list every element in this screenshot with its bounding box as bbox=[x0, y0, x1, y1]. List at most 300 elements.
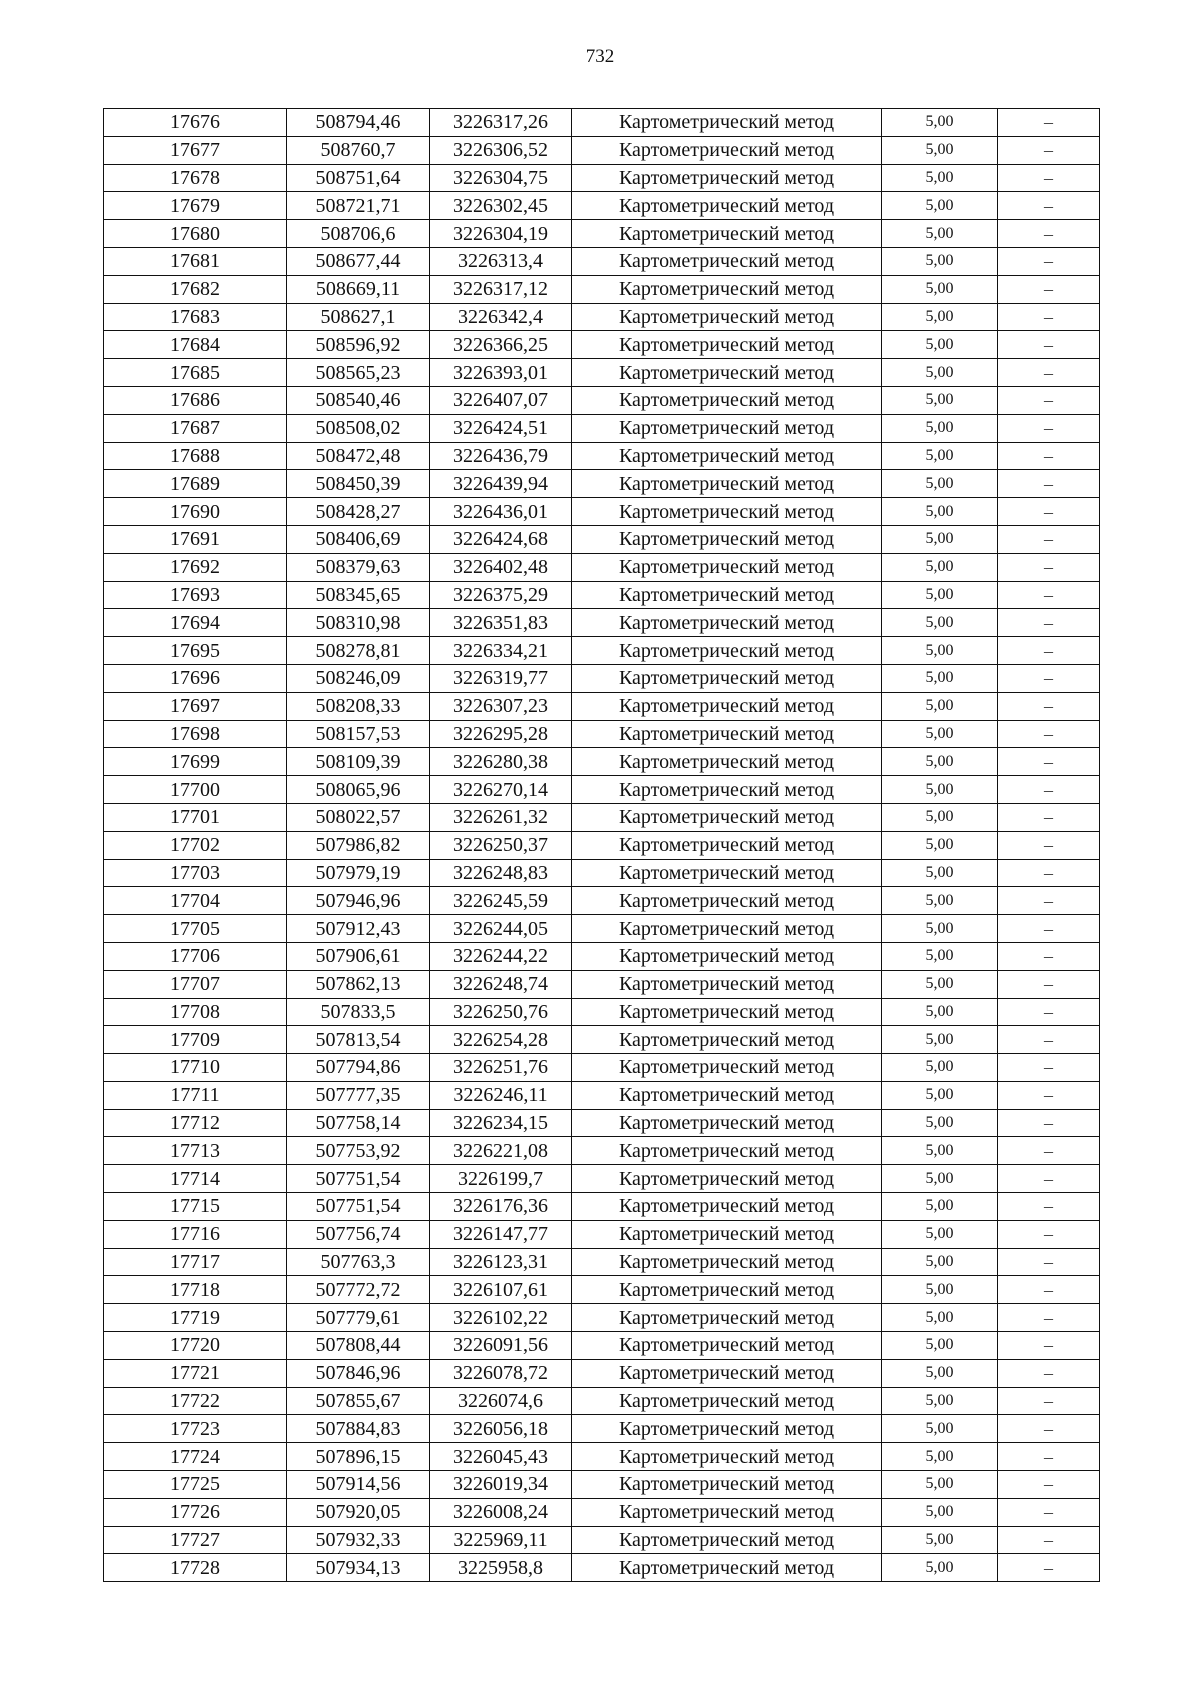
method-cell: Картометрический метод bbox=[572, 748, 882, 776]
method-cell: Картометрический метод bbox=[572, 109, 882, 137]
method-cell: Картометрический метод bbox=[572, 331, 882, 359]
note-cell: – bbox=[998, 1526, 1100, 1554]
accuracy-cell: 5,00 bbox=[882, 1248, 998, 1276]
method-cell: Картометрический метод bbox=[572, 720, 882, 748]
y-coordinate-cell: 3226439,94 bbox=[430, 470, 572, 498]
point-id-cell: 17701 bbox=[104, 803, 287, 831]
note-cell: – bbox=[998, 581, 1100, 609]
x-coordinate-cell: 507912,43 bbox=[287, 915, 430, 943]
table-row bbox=[104, 748, 1100, 776]
method-cell: Картометрический метод bbox=[572, 970, 882, 998]
table-row bbox=[104, 442, 1100, 470]
point-id-cell: 17718 bbox=[104, 1276, 287, 1304]
accuracy-cell: 5,00 bbox=[882, 414, 998, 442]
point-id-cell: 17709 bbox=[104, 1026, 287, 1054]
x-coordinate-cell: 507906,61 bbox=[287, 942, 430, 970]
note-cell: – bbox=[998, 915, 1100, 943]
y-coordinate-cell: 3226199,7 bbox=[430, 1165, 572, 1193]
table-row bbox=[104, 109, 1100, 137]
note-cell: – bbox=[998, 1276, 1100, 1304]
y-coordinate-cell: 3226176,36 bbox=[430, 1193, 572, 1221]
accuracy-cell: 5,00 bbox=[882, 192, 998, 220]
x-coordinate-cell: 507751,54 bbox=[287, 1193, 430, 1221]
x-coordinate-cell: 507914,56 bbox=[287, 1471, 430, 1499]
y-coordinate-cell: 3226342,4 bbox=[430, 303, 572, 331]
note-cell: – bbox=[998, 442, 1100, 470]
y-coordinate-cell: 3225969,11 bbox=[430, 1526, 572, 1554]
note-cell: – bbox=[998, 637, 1100, 665]
y-coordinate-cell: 3226402,48 bbox=[430, 553, 572, 581]
point-id-cell: 17700 bbox=[104, 776, 287, 804]
y-coordinate-cell: 3226424,51 bbox=[430, 414, 572, 442]
accuracy-cell: 5,00 bbox=[882, 1165, 998, 1193]
note-cell: – bbox=[998, 136, 1100, 164]
note-cell: – bbox=[998, 386, 1100, 414]
method-cell: Картометрический метод bbox=[572, 1498, 882, 1526]
method-cell: Картометрический метод bbox=[572, 1387, 882, 1415]
y-coordinate-cell: 3226246,11 bbox=[430, 1081, 572, 1109]
table-row bbox=[104, 664, 1100, 692]
accuracy-cell: 5,00 bbox=[882, 1471, 998, 1499]
y-coordinate-cell: 3226351,83 bbox=[430, 609, 572, 637]
y-coordinate-cell: 3226008,24 bbox=[430, 1498, 572, 1526]
method-cell: Картометрический метод bbox=[572, 1526, 882, 1554]
method-cell: Картометрический метод bbox=[572, 1554, 882, 1582]
y-coordinate-cell: 3226102,22 bbox=[430, 1304, 572, 1332]
accuracy-cell: 5,00 bbox=[882, 442, 998, 470]
accuracy-cell: 5,00 bbox=[882, 720, 998, 748]
y-coordinate-cell: 3226123,31 bbox=[430, 1248, 572, 1276]
method-cell: Картометрический метод bbox=[572, 1248, 882, 1276]
table-row bbox=[104, 915, 1100, 943]
table-row bbox=[104, 942, 1100, 970]
point-id-cell: 17710 bbox=[104, 1054, 287, 1082]
point-id-cell: 17693 bbox=[104, 581, 287, 609]
note-cell: – bbox=[998, 359, 1100, 387]
method-cell: Картометрический метод bbox=[572, 553, 882, 581]
point-id-cell: 17680 bbox=[104, 220, 287, 248]
x-coordinate-cell: 507884,83 bbox=[287, 1415, 430, 1443]
y-coordinate-cell: 3226295,28 bbox=[430, 720, 572, 748]
x-coordinate-cell: 508406,69 bbox=[287, 525, 430, 553]
y-coordinate-cell: 3226019,34 bbox=[430, 1471, 572, 1499]
accuracy-cell: 5,00 bbox=[882, 498, 998, 526]
accuracy-cell: 5,00 bbox=[882, 303, 998, 331]
y-coordinate-cell: 3226245,59 bbox=[430, 887, 572, 915]
accuracy-cell: 5,00 bbox=[882, 470, 998, 498]
x-coordinate-cell: 508022,57 bbox=[287, 803, 430, 831]
note-cell: – bbox=[998, 831, 1100, 859]
note-cell: – bbox=[998, 970, 1100, 998]
point-id-cell: 17717 bbox=[104, 1248, 287, 1276]
method-cell: Картометрический метод bbox=[572, 1165, 882, 1193]
y-coordinate-cell: 3226436,01 bbox=[430, 498, 572, 526]
table-row bbox=[104, 247, 1100, 275]
note-cell: – bbox=[998, 1387, 1100, 1415]
y-coordinate-cell: 3226436,79 bbox=[430, 442, 572, 470]
accuracy-cell: 5,00 bbox=[882, 1415, 998, 1443]
method-cell: Картометрический метод bbox=[572, 1137, 882, 1165]
point-id-cell: 17682 bbox=[104, 275, 287, 303]
y-coordinate-cell: 3226307,23 bbox=[430, 692, 572, 720]
y-coordinate-cell: 3226078,72 bbox=[430, 1359, 572, 1387]
method-cell: Картометрический метод bbox=[572, 1359, 882, 1387]
y-coordinate-cell: 3226147,77 bbox=[430, 1220, 572, 1248]
y-coordinate-cell: 3226248,83 bbox=[430, 859, 572, 887]
accuracy-cell: 5,00 bbox=[882, 803, 998, 831]
table-row bbox=[104, 386, 1100, 414]
table-row bbox=[104, 359, 1100, 387]
method-cell: Картометрический метод bbox=[572, 525, 882, 553]
x-coordinate-cell: 507777,35 bbox=[287, 1081, 430, 1109]
method-cell: Картометрический метод bbox=[572, 1109, 882, 1137]
y-coordinate-cell: 3226261,32 bbox=[430, 803, 572, 831]
x-coordinate-cell: 508310,98 bbox=[287, 609, 430, 637]
y-coordinate-cell: 3226244,05 bbox=[430, 915, 572, 943]
note-cell: – bbox=[998, 1554, 1100, 1582]
accuracy-cell: 5,00 bbox=[882, 1554, 998, 1582]
table-row bbox=[104, 1026, 1100, 1054]
x-coordinate-cell: 508345,65 bbox=[287, 581, 430, 609]
y-coordinate-cell: 3226317,26 bbox=[430, 109, 572, 137]
y-coordinate-cell: 3226366,25 bbox=[430, 331, 572, 359]
accuracy-cell: 5,00 bbox=[882, 1443, 998, 1471]
accuracy-cell: 5,00 bbox=[882, 1193, 998, 1221]
table-row bbox=[104, 692, 1100, 720]
x-coordinate-cell: 508627,1 bbox=[287, 303, 430, 331]
table-row bbox=[104, 192, 1100, 220]
x-coordinate-cell: 508508,02 bbox=[287, 414, 430, 442]
table-row bbox=[104, 331, 1100, 359]
method-cell: Картометрический метод bbox=[572, 247, 882, 275]
accuracy-cell: 5,00 bbox=[882, 998, 998, 1026]
note-cell: – bbox=[998, 1248, 1100, 1276]
note-cell: – bbox=[998, 887, 1100, 915]
table-row bbox=[104, 1193, 1100, 1221]
method-cell: Картометрический метод bbox=[572, 915, 882, 943]
method-cell: Картометрический метод bbox=[572, 637, 882, 665]
table-row bbox=[104, 1137, 1100, 1165]
point-id-cell: 17697 bbox=[104, 692, 287, 720]
accuracy-cell: 5,00 bbox=[882, 331, 998, 359]
table-row bbox=[104, 1165, 1100, 1193]
note-cell: – bbox=[998, 1193, 1100, 1221]
x-coordinate-cell: 508278,81 bbox=[287, 637, 430, 665]
accuracy-cell: 5,00 bbox=[882, 692, 998, 720]
table-row bbox=[104, 581, 1100, 609]
accuracy-cell: 5,00 bbox=[882, 1359, 998, 1387]
note-cell: – bbox=[998, 525, 1100, 553]
table-row bbox=[104, 525, 1100, 553]
note-cell: – bbox=[998, 664, 1100, 692]
x-coordinate-cell: 508540,46 bbox=[287, 386, 430, 414]
table-row bbox=[104, 831, 1100, 859]
x-coordinate-cell: 508208,33 bbox=[287, 692, 430, 720]
table-row bbox=[104, 275, 1100, 303]
x-coordinate-cell: 507779,61 bbox=[287, 1304, 430, 1332]
note-cell: – bbox=[998, 1137, 1100, 1165]
note-cell: – bbox=[998, 720, 1100, 748]
note-cell: – bbox=[998, 1165, 1100, 1193]
accuracy-cell: 5,00 bbox=[882, 1220, 998, 1248]
method-cell: Картометрический метод bbox=[572, 1443, 882, 1471]
x-coordinate-cell: 507772,72 bbox=[287, 1276, 430, 1304]
accuracy-cell: 5,00 bbox=[882, 247, 998, 275]
x-coordinate-cell: 507756,74 bbox=[287, 1220, 430, 1248]
y-coordinate-cell: 3226407,07 bbox=[430, 386, 572, 414]
x-coordinate-cell: 507753,92 bbox=[287, 1137, 430, 1165]
note-cell: – bbox=[998, 1359, 1100, 1387]
point-id-cell: 17721 bbox=[104, 1359, 287, 1387]
point-id-cell: 17705 bbox=[104, 915, 287, 943]
x-coordinate-cell: 508157,53 bbox=[287, 720, 430, 748]
method-cell: Картометрический метод bbox=[572, 386, 882, 414]
point-id-cell: 17703 bbox=[104, 859, 287, 887]
method-cell: Картометрический метод bbox=[572, 1081, 882, 1109]
point-id-cell: 17706 bbox=[104, 942, 287, 970]
point-id-cell: 17714 bbox=[104, 1165, 287, 1193]
x-coordinate-cell: 507934,13 bbox=[287, 1554, 430, 1582]
accuracy-cell: 5,00 bbox=[882, 1498, 998, 1526]
accuracy-cell: 5,00 bbox=[882, 553, 998, 581]
note-cell: – bbox=[998, 1498, 1100, 1526]
point-id-cell: 17690 bbox=[104, 498, 287, 526]
accuracy-cell: 5,00 bbox=[882, 859, 998, 887]
method-cell: Картометрический метод bbox=[572, 359, 882, 387]
table-row bbox=[104, 637, 1100, 665]
x-coordinate-cell: 507846,96 bbox=[287, 1359, 430, 1387]
x-coordinate-cell: 508065,96 bbox=[287, 776, 430, 804]
method-cell: Картометрический метод bbox=[572, 470, 882, 498]
accuracy-cell: 5,00 bbox=[882, 831, 998, 859]
point-id-cell: 17694 bbox=[104, 609, 287, 637]
note-cell: – bbox=[998, 109, 1100, 137]
x-coordinate-cell: 507763,3 bbox=[287, 1248, 430, 1276]
accuracy-cell: 5,00 bbox=[882, 1332, 998, 1360]
point-id-cell: 17713 bbox=[104, 1137, 287, 1165]
point-id-cell: 17688 bbox=[104, 442, 287, 470]
x-coordinate-cell: 508596,92 bbox=[287, 331, 430, 359]
y-coordinate-cell: 3226302,45 bbox=[430, 192, 572, 220]
point-id-cell: 17685 bbox=[104, 359, 287, 387]
x-coordinate-cell: 507833,5 bbox=[287, 998, 430, 1026]
note-cell: – bbox=[998, 220, 1100, 248]
method-cell: Картометрический метод bbox=[572, 498, 882, 526]
x-coordinate-cell: 507986,82 bbox=[287, 831, 430, 859]
note-cell: – bbox=[998, 1109, 1100, 1137]
method-cell: Картометрический метод bbox=[572, 275, 882, 303]
accuracy-cell: 5,00 bbox=[882, 109, 998, 137]
method-cell: Картометрический метод bbox=[572, 831, 882, 859]
y-coordinate-cell: 3226317,12 bbox=[430, 275, 572, 303]
y-coordinate-cell: 3226424,68 bbox=[430, 525, 572, 553]
method-cell: Картометрический метод bbox=[572, 664, 882, 692]
accuracy-cell: 5,00 bbox=[882, 915, 998, 943]
point-id-cell: 17711 bbox=[104, 1081, 287, 1109]
note-cell: – bbox=[998, 498, 1100, 526]
table-row bbox=[104, 303, 1100, 331]
x-coordinate-cell: 508428,27 bbox=[287, 498, 430, 526]
point-id-cell: 17692 bbox=[104, 553, 287, 581]
table-row bbox=[104, 1081, 1100, 1109]
table-row bbox=[104, 1498, 1100, 1526]
method-cell: Картометрический метод bbox=[572, 1415, 882, 1443]
table-row bbox=[104, 498, 1100, 526]
x-coordinate-cell: 508751,64 bbox=[287, 164, 430, 192]
point-id-cell: 17723 bbox=[104, 1415, 287, 1443]
y-coordinate-cell: 3226250,76 bbox=[430, 998, 572, 1026]
x-coordinate-cell: 508246,09 bbox=[287, 664, 430, 692]
table-row bbox=[104, 164, 1100, 192]
table-row bbox=[104, 887, 1100, 915]
note-cell: – bbox=[998, 942, 1100, 970]
table-row bbox=[104, 1054, 1100, 1082]
table-row bbox=[104, 1554, 1100, 1582]
x-coordinate-cell: 507855,67 bbox=[287, 1387, 430, 1415]
accuracy-cell: 5,00 bbox=[882, 136, 998, 164]
method-cell: Картометрический метод bbox=[572, 136, 882, 164]
point-id-cell: 17683 bbox=[104, 303, 287, 331]
accuracy-cell: 5,00 bbox=[882, 386, 998, 414]
y-coordinate-cell: 3226056,18 bbox=[430, 1415, 572, 1443]
y-coordinate-cell: 3226091,56 bbox=[430, 1332, 572, 1360]
point-id-cell: 17720 bbox=[104, 1332, 287, 1360]
note-cell: – bbox=[998, 1415, 1100, 1443]
y-coordinate-cell: 3226221,08 bbox=[430, 1137, 572, 1165]
table-row bbox=[104, 553, 1100, 581]
note-cell: – bbox=[998, 1220, 1100, 1248]
y-coordinate-cell: 3226248,74 bbox=[430, 970, 572, 998]
y-coordinate-cell: 3226280,38 bbox=[430, 748, 572, 776]
note-cell: – bbox=[998, 275, 1100, 303]
method-cell: Картометрический метод bbox=[572, 164, 882, 192]
coordinates-table bbox=[103, 108, 1100, 1582]
point-id-cell: 17719 bbox=[104, 1304, 287, 1332]
table-row bbox=[104, 1332, 1100, 1360]
table-row bbox=[104, 470, 1100, 498]
accuracy-cell: 5,00 bbox=[882, 1026, 998, 1054]
point-id-cell: 17689 bbox=[104, 470, 287, 498]
table-row bbox=[104, 720, 1100, 748]
accuracy-cell: 5,00 bbox=[882, 275, 998, 303]
method-cell: Картометрический метод bbox=[572, 1220, 882, 1248]
point-id-cell: 17686 bbox=[104, 386, 287, 414]
point-id-cell: 17707 bbox=[104, 970, 287, 998]
accuracy-cell: 5,00 bbox=[882, 1137, 998, 1165]
y-coordinate-cell: 3226334,21 bbox=[430, 637, 572, 665]
y-coordinate-cell: 3226244,22 bbox=[430, 942, 572, 970]
y-coordinate-cell: 3225958,8 bbox=[430, 1554, 572, 1582]
point-id-cell: 17698 bbox=[104, 720, 287, 748]
accuracy-cell: 5,00 bbox=[882, 664, 998, 692]
point-id-cell: 17724 bbox=[104, 1443, 287, 1471]
method-cell: Картометрический метод bbox=[572, 887, 882, 915]
y-coordinate-cell: 3226251,76 bbox=[430, 1054, 572, 1082]
table-row bbox=[104, 1109, 1100, 1137]
y-coordinate-cell: 3226270,14 bbox=[430, 776, 572, 804]
method-cell: Картометрический метод bbox=[572, 942, 882, 970]
x-coordinate-cell: 507979,19 bbox=[287, 859, 430, 887]
accuracy-cell: 5,00 bbox=[882, 1109, 998, 1137]
point-id-cell: 17722 bbox=[104, 1387, 287, 1415]
y-coordinate-cell: 3226306,52 bbox=[430, 136, 572, 164]
note-cell: – bbox=[998, 1443, 1100, 1471]
point-id-cell: 17704 bbox=[104, 887, 287, 915]
accuracy-cell: 5,00 bbox=[882, 1081, 998, 1109]
note-cell: – bbox=[998, 803, 1100, 831]
note-cell: – bbox=[998, 470, 1100, 498]
table-body bbox=[104, 109, 1100, 1582]
method-cell: Картометрический метод bbox=[572, 776, 882, 804]
accuracy-cell: 5,00 bbox=[882, 887, 998, 915]
accuracy-cell: 5,00 bbox=[882, 220, 998, 248]
accuracy-cell: 5,00 bbox=[882, 1054, 998, 1082]
accuracy-cell: 5,00 bbox=[882, 525, 998, 553]
table-row bbox=[104, 1276, 1100, 1304]
y-coordinate-cell: 3226313,4 bbox=[430, 247, 572, 275]
note-cell: – bbox=[998, 859, 1100, 887]
note-cell: – bbox=[998, 1304, 1100, 1332]
x-coordinate-cell: 507813,54 bbox=[287, 1026, 430, 1054]
method-cell: Картометрический метод bbox=[572, 859, 882, 887]
accuracy-cell: 5,00 bbox=[882, 1304, 998, 1332]
table-row bbox=[104, 1443, 1100, 1471]
table-row bbox=[104, 220, 1100, 248]
note-cell: – bbox=[998, 692, 1100, 720]
accuracy-cell: 5,00 bbox=[882, 609, 998, 637]
x-coordinate-cell: 507808,44 bbox=[287, 1332, 430, 1360]
accuracy-cell: 5,00 bbox=[882, 970, 998, 998]
method-cell: Картометрический метод bbox=[572, 220, 882, 248]
note-cell: – bbox=[998, 1081, 1100, 1109]
x-coordinate-cell: 507896,15 bbox=[287, 1443, 430, 1471]
table-row bbox=[104, 1304, 1100, 1332]
x-coordinate-cell: 507758,14 bbox=[287, 1109, 430, 1137]
note-cell: – bbox=[998, 748, 1100, 776]
x-coordinate-cell: 508794,46 bbox=[287, 109, 430, 137]
method-cell: Картометрический метод bbox=[572, 1026, 882, 1054]
table-row bbox=[104, 859, 1100, 887]
y-coordinate-cell: 3226250,37 bbox=[430, 831, 572, 859]
table-row bbox=[104, 1387, 1100, 1415]
y-coordinate-cell: 3226045,43 bbox=[430, 1443, 572, 1471]
point-id-cell: 17676 bbox=[104, 109, 287, 137]
method-cell: Картометрический метод bbox=[572, 192, 882, 220]
method-cell: Картометрический метод bbox=[572, 609, 882, 637]
point-id-cell: 17727 bbox=[104, 1526, 287, 1554]
x-coordinate-cell: 508565,23 bbox=[287, 359, 430, 387]
method-cell: Картометрический метод bbox=[572, 442, 882, 470]
y-coordinate-cell: 3226375,29 bbox=[430, 581, 572, 609]
point-id-cell: 17677 bbox=[104, 136, 287, 164]
point-id-cell: 17726 bbox=[104, 1498, 287, 1526]
point-id-cell: 17696 bbox=[104, 664, 287, 692]
y-coordinate-cell: 3226393,01 bbox=[430, 359, 572, 387]
x-coordinate-cell: 507751,54 bbox=[287, 1165, 430, 1193]
x-coordinate-cell: 508379,63 bbox=[287, 553, 430, 581]
note-cell: – bbox=[998, 303, 1100, 331]
y-coordinate-cell: 3226304,75 bbox=[430, 164, 572, 192]
method-cell: Картометрический метод bbox=[572, 1304, 882, 1332]
note-cell: – bbox=[998, 164, 1100, 192]
method-cell: Картометрический метод bbox=[572, 1332, 882, 1360]
table-row bbox=[104, 1471, 1100, 1499]
accuracy-cell: 5,00 bbox=[882, 942, 998, 970]
note-cell: – bbox=[998, 192, 1100, 220]
x-coordinate-cell: 507862,13 bbox=[287, 970, 430, 998]
accuracy-cell: 5,00 bbox=[882, 581, 998, 609]
accuracy-cell: 5,00 bbox=[882, 1526, 998, 1554]
